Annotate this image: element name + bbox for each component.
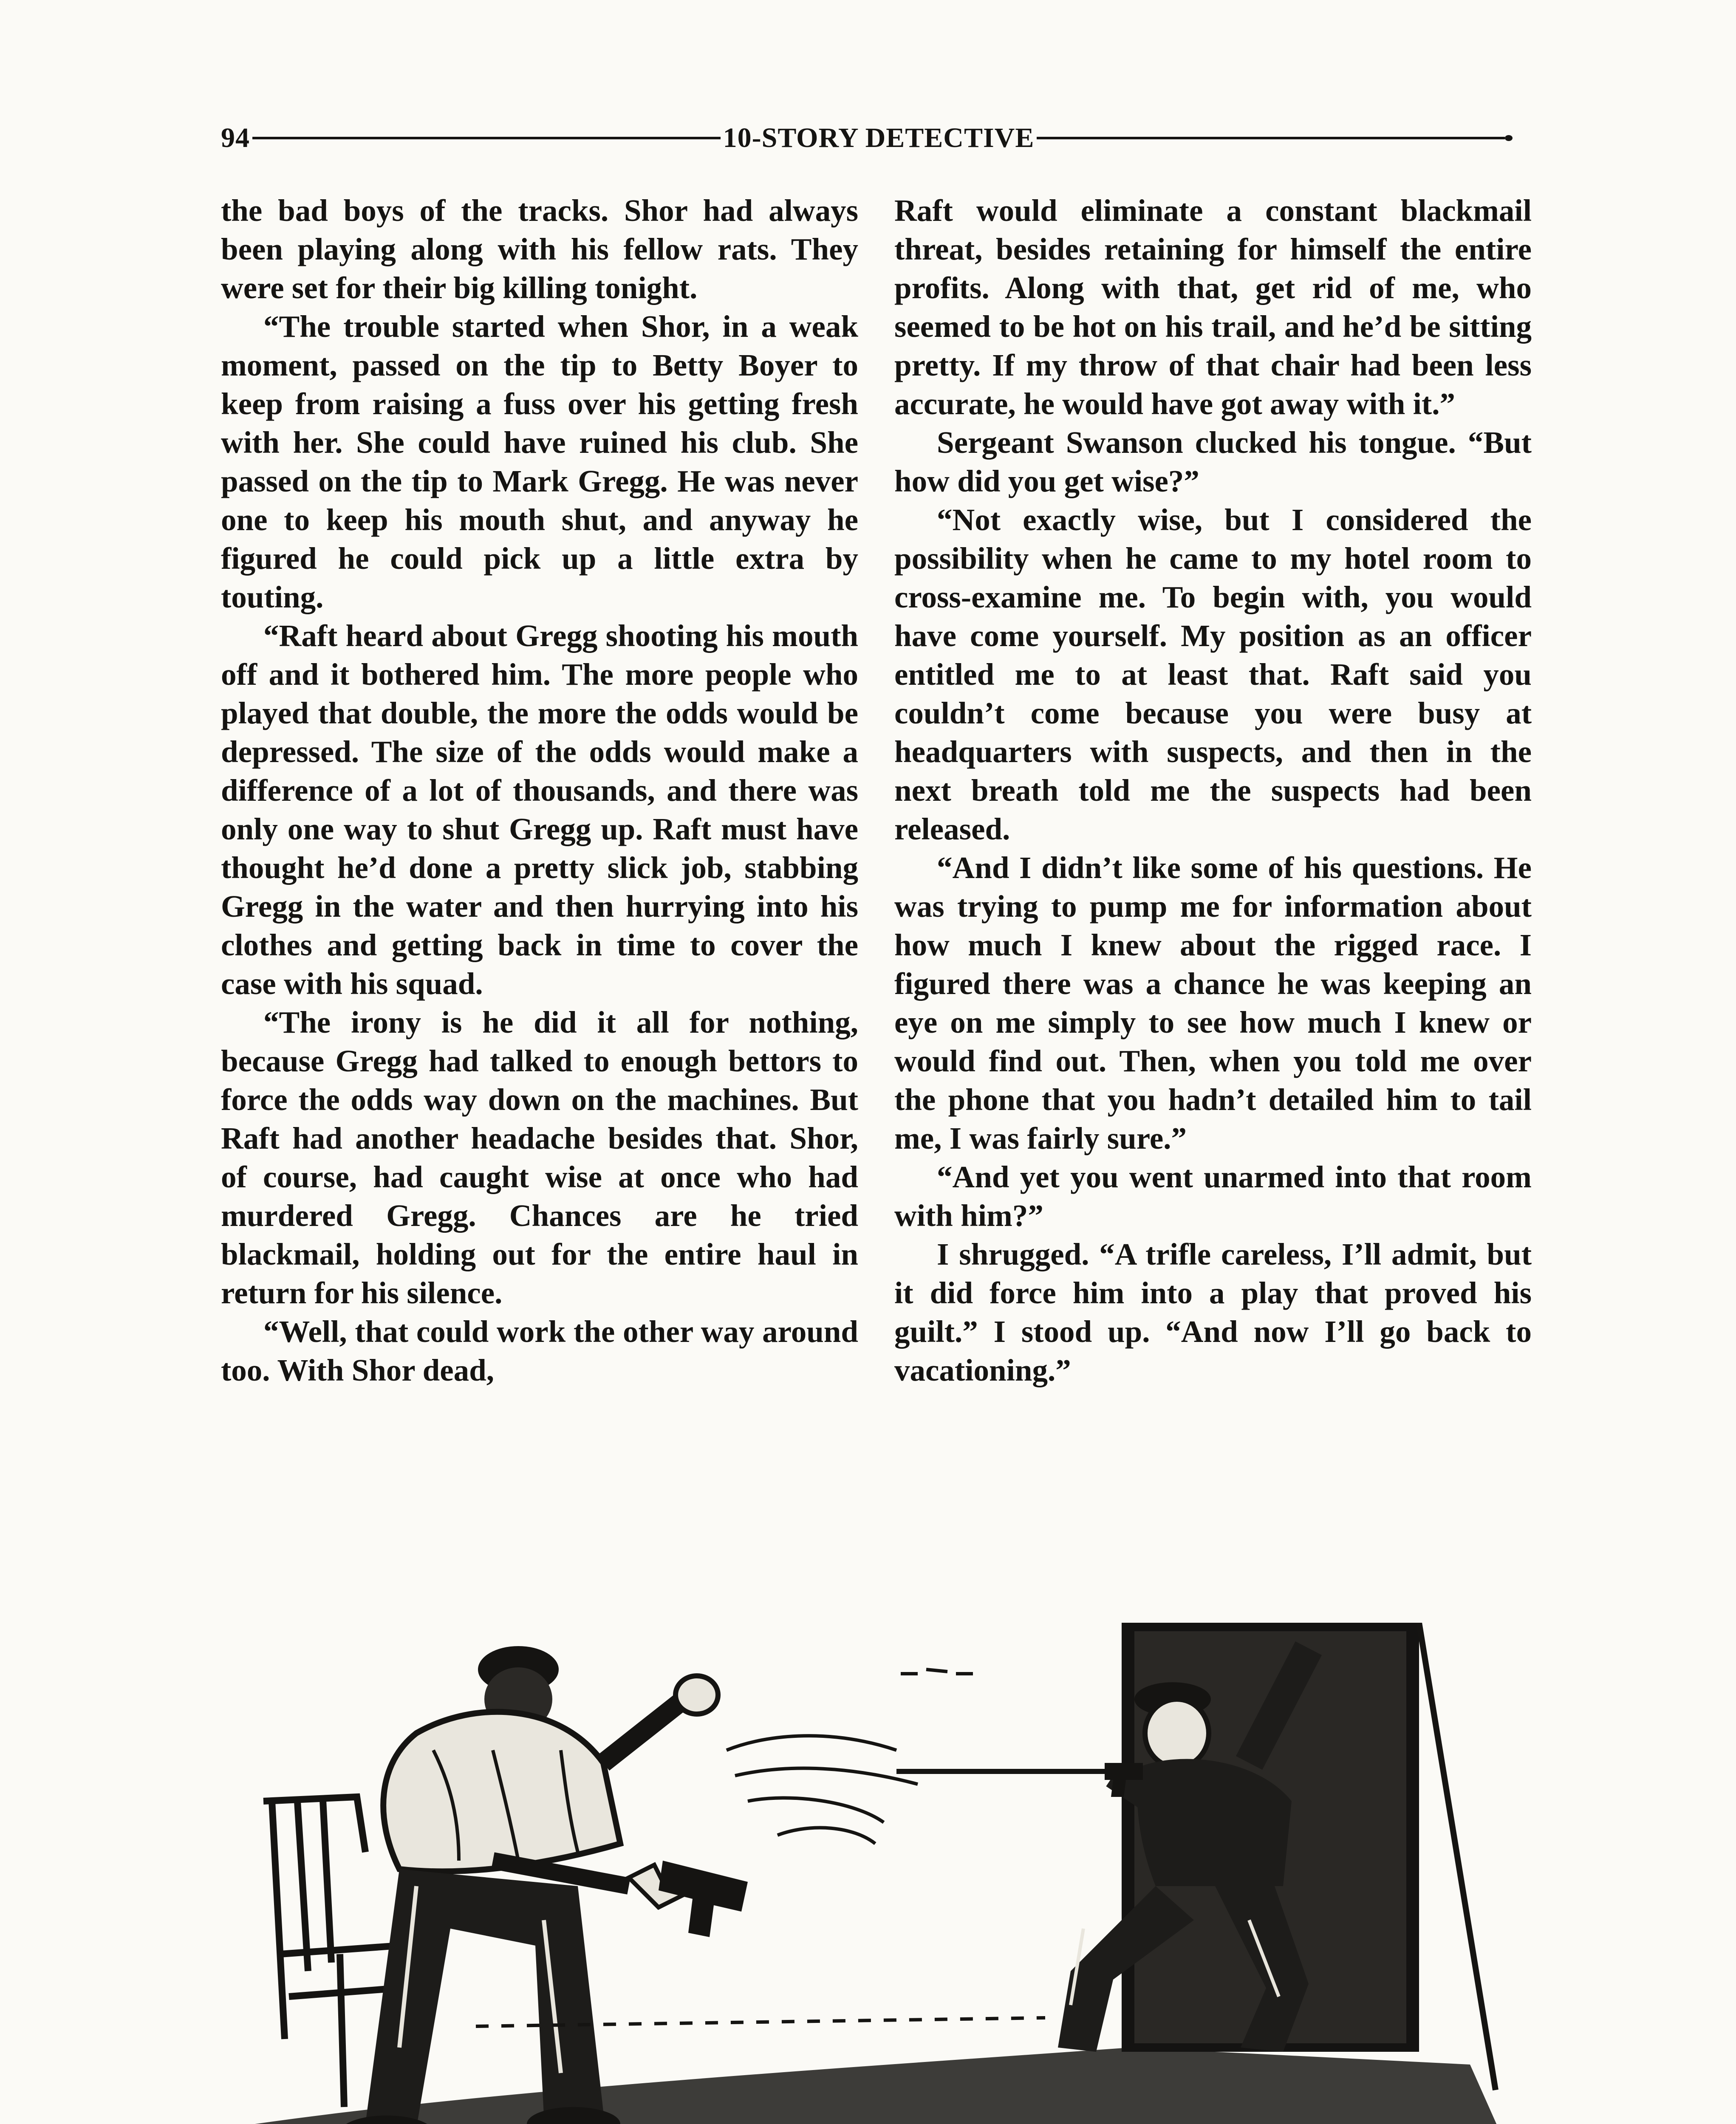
story-paragraph: the bad boys of the tracks. Shor had always been playing along with his fellow rats. They were set for their big killing tonight. <box>221 193 858 305</box>
story-paragraph: Raft would eliminate a constant blackmail threat, besides retaining for himself the entire profits. Along with that, get rid of me, who seemed to be hot on his trail, and he’d be sitting pretty. If my throw of that chair had been less accurate, he would have got away with it.” <box>894 193 1532 421</box>
header-rule-end <box>1505 135 1513 141</box>
shootout-illustration <box>238 1623 1530 2124</box>
floor-shadow <box>255 2048 1504 2124</box>
story-paragraph: “And yet you went unarmed into that room with him?” <box>894 1160 1532 1233</box>
story-paragraph: “The irony is he did it all for nothing, because Gregg had talked to enough bettors to force the odds way down on the machines. But Raft had another headache besides that. Shor, of course, had caught wise at once who had murdered Gregg. Chances are he tried blackmail, holding out for the entire haul in return for his silence. <box>221 1005 858 1310</box>
story-paragraph: I shrugged. “A trifle careless, I’ll admit, but it did force him into a play that proved his guilt.” I stood up. “And now I’ll go back to vacationing.” <box>894 1237 1532 1387</box>
left-text-column <box>221 191 858 1390</box>
story-paragraph: “Well, that could work the other way around too. With Shor dead, <box>221 1314 858 1387</box>
story-paragraph: “Raft heard about Gregg shooting his mouth off and it bothered him. The more people who played that double, the more the odds would be depressed. The size of the odds would make a difference of a lot of thousands, and there was only one way to shut Gregg up. Raft must have thought he’d done a pretty slick job, stabbing Gregg in the water and then hurrying into his clothes and getting back in time to cover the case with his squad. <box>221 619 858 1001</box>
story-paragraph: “The trouble started when Shor, in a weak moment, passed on the tip to Betty Boyer to keep from raising a fuss over his getting fresh with her. She could have ruined his club. She passed on the tip to Mark Gregg. He was never one to keep his mouth shut, and anyway he figured he could pick up a little extra by touting. <box>221 309 858 614</box>
story-paragraph: “And I didn’t like some of his questions. He was trying to pump me for information about how much I knew about the rigged race. I figured there was a chance he was keeping an eye on me simply to see how much I knew or would find out. Then, when you told me over the phone that you hadn’t detailed him to tail me, I was fairly sure.” <box>894 850 1532 1155</box>
page-number: 94 <box>221 122 250 153</box>
publication-title: 10-STORY DETECTIVE <box>723 122 1035 153</box>
gunshot-flash <box>727 1669 1139 1844</box>
header-rule-left <box>252 137 721 139</box>
door-edge <box>1419 1623 1496 2090</box>
header-rule-right <box>1037 137 1505 139</box>
right-text-column <box>894 191 1532 1390</box>
story-illustration <box>238 1623 1530 2124</box>
running-header <box>221 115 1513 161</box>
story-paragraph: Sergeant Swanson clucked his tongue. “But how did you get wise?” <box>894 425 1532 498</box>
story-paragraph: “Not exactly wise, but I considered the possibility when he came to my hotel room to cross-examine me. To begin with, you would have come yourself. My position as an officer entitled me to at least that. Raft said you couldn’t come because you were busy at headquarters with suspects, and then in the next breath told me the suspects had been released. <box>894 503 1532 846</box>
